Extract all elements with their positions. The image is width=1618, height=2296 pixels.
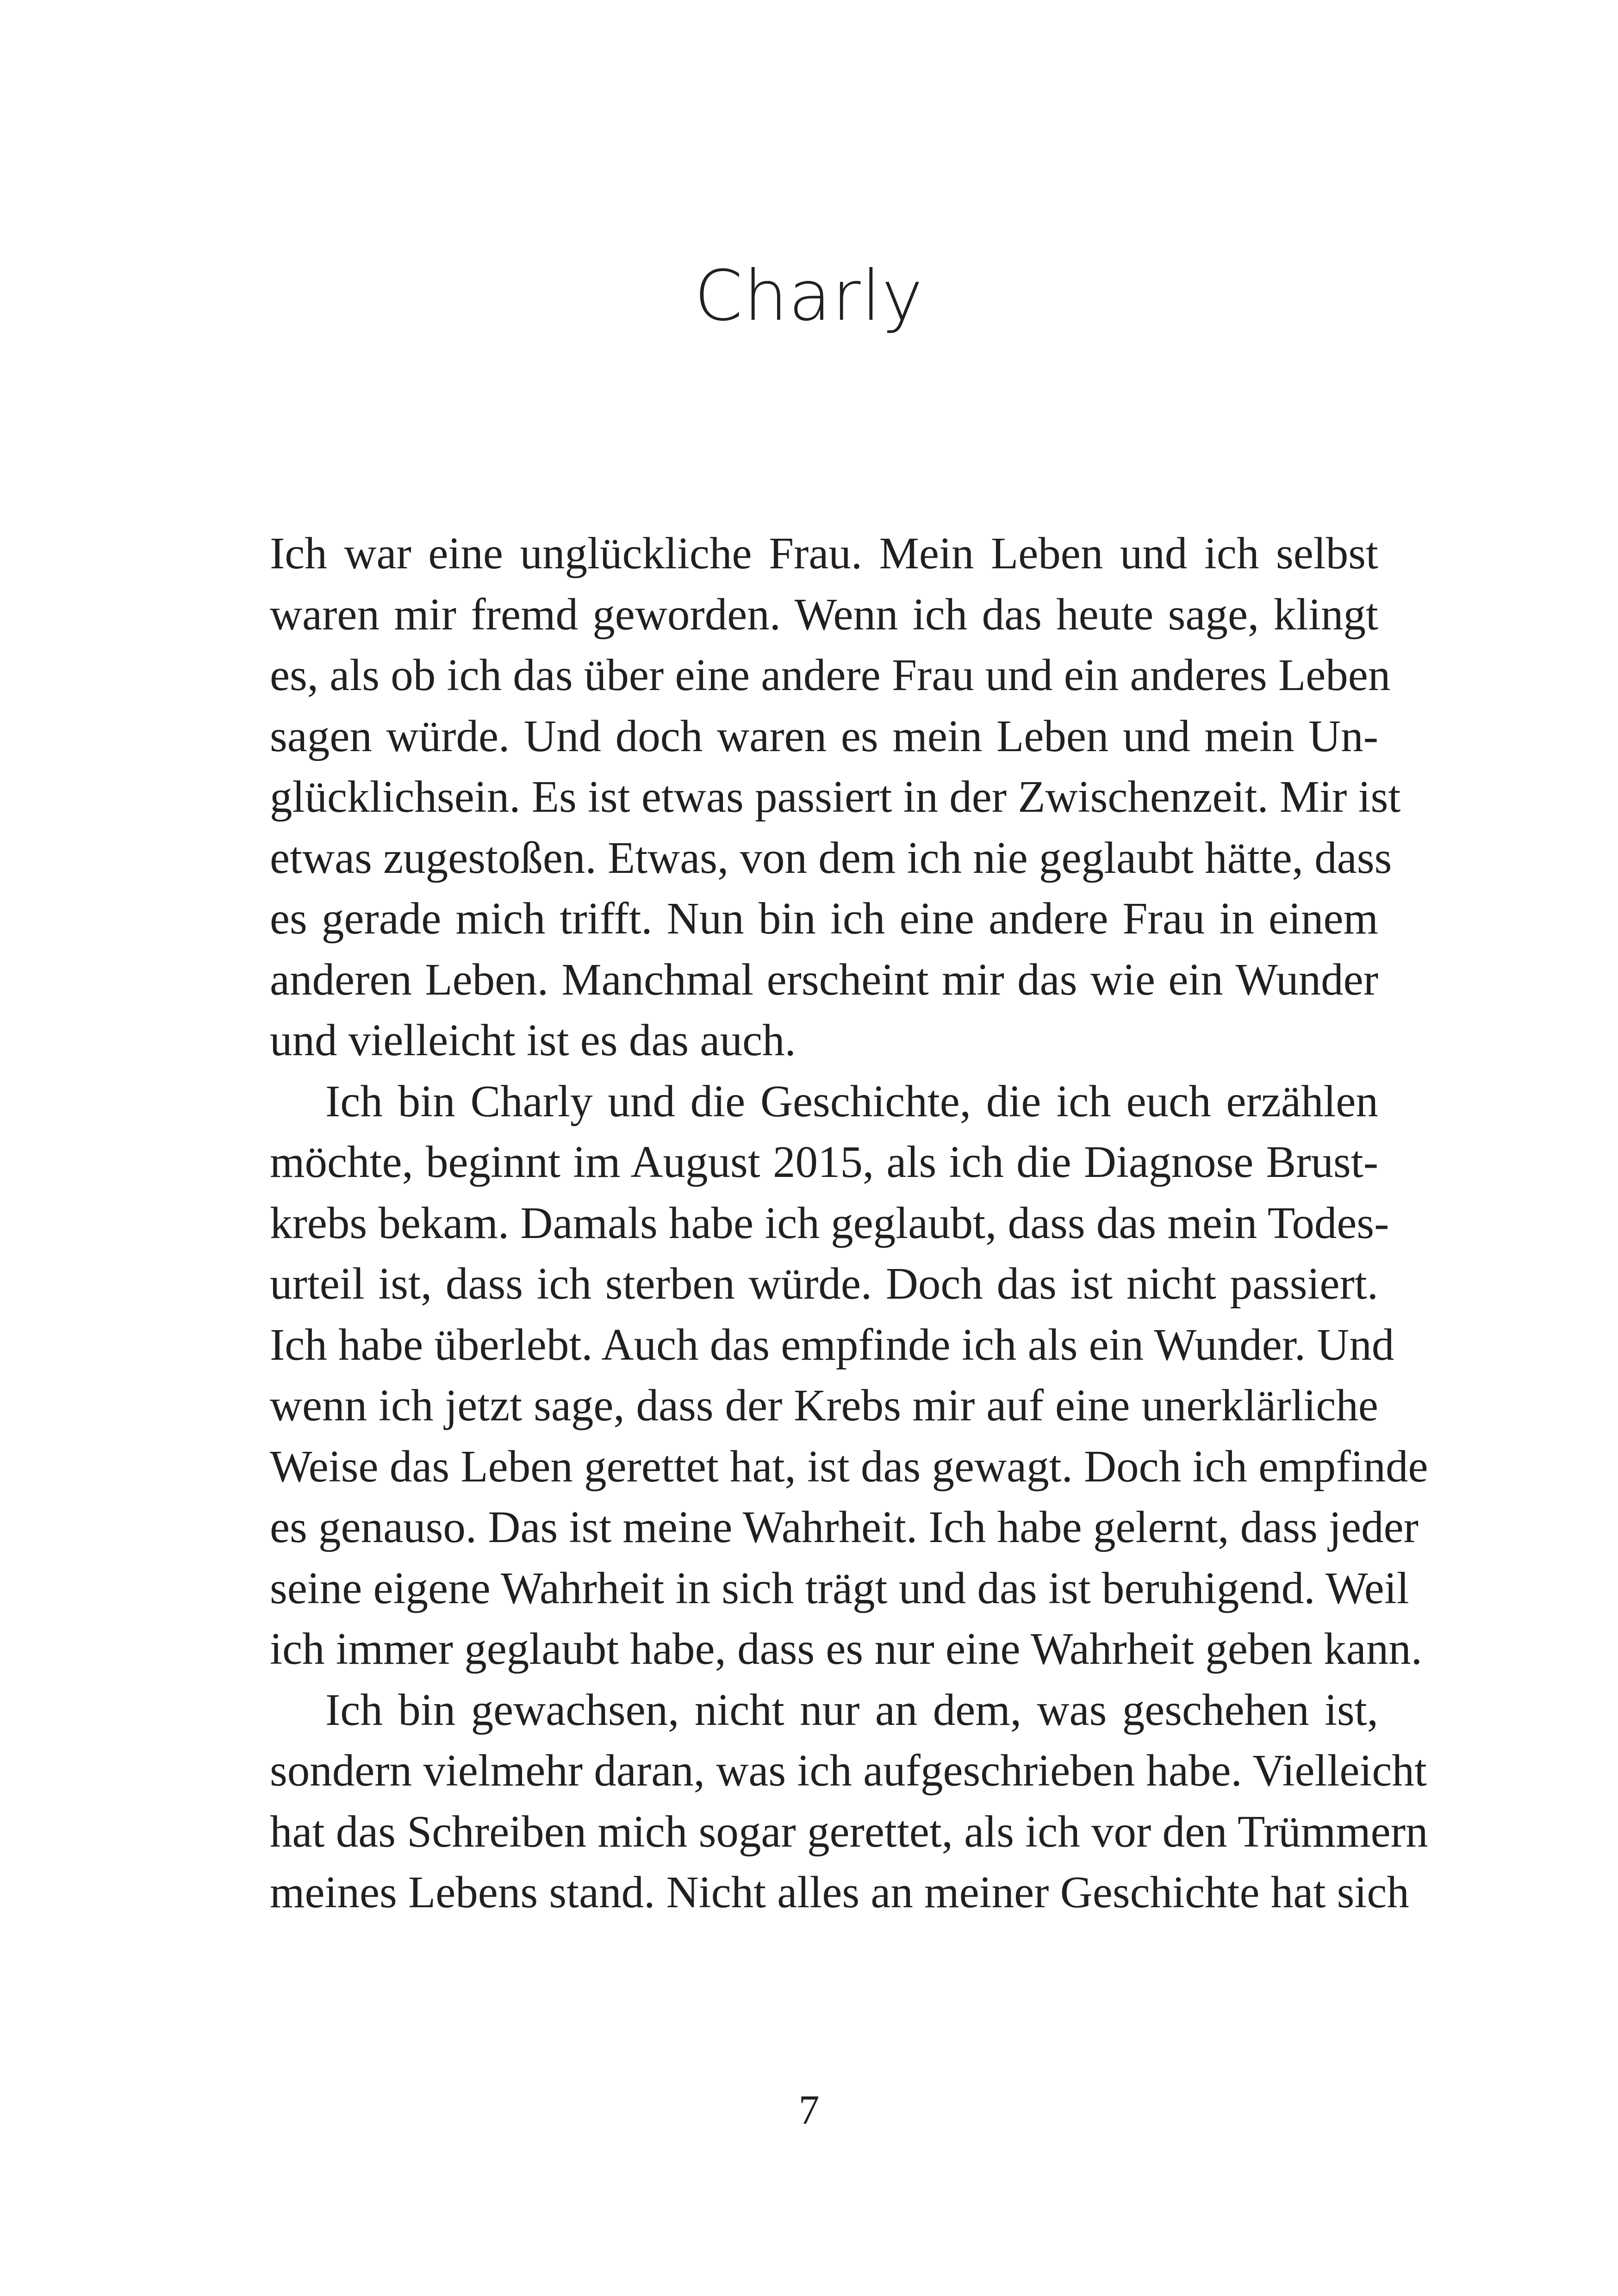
text-line: waren mir fremd geworden. Wenn ich das heute sage, klingt bbox=[270, 589, 1378, 639]
text-line: möchte, beginnt im August 2015, als ich die Diagnose Brust- bbox=[270, 1137, 1378, 1187]
text-line: sondern vielmehr daran, was ich aufgeschrieben habe. Vielleicht bbox=[270, 1746, 1427, 1795]
page-number: 7 bbox=[798, 2087, 820, 2133]
text-line: und vielleicht ist es das auch. bbox=[270, 1015, 796, 1065]
text-line: krebs bekam. Damals habe ich geglaubt, dass das mein Todes- bbox=[270, 1198, 1389, 1248]
text-line: sagen würde. Und doch waren es mein Leben und mein Un- bbox=[270, 711, 1378, 761]
text-line: es gerade mich trifft. Nun bin ich eine andere Frau in einem bbox=[270, 894, 1378, 943]
text-line: urteil ist, dass ich sterben würde. Doch das ist nicht passiert. bbox=[270, 1259, 1378, 1308]
text-line: meines Lebens stand. Nicht alles an meiner Geschichte hat sich bbox=[270, 1867, 1409, 1917]
paragraph bbox=[270, 523, 1401, 1071]
text-line: anderen Leben. Manchmal erscheint mir das wie ein Wunder bbox=[270, 954, 1378, 1004]
text-line: hat das Schreiben mich sogar gerettet, als ich vor den Trümmern bbox=[270, 1806, 1428, 1856]
text-line: Ich bin gewachsen, nicht nur an dem, was geschehen ist, bbox=[325, 1685, 1378, 1735]
text-line: Ich bin Charly und die Geschichte, die ich euch erzählen bbox=[325, 1076, 1378, 1126]
text-line: seine eigene Wahrheit in sich trägt und das ist beruhigend. Weil bbox=[270, 1563, 1409, 1613]
text-line: es, als ob ich das über eine andere Frau und ein anderes Leben bbox=[270, 650, 1391, 700]
text-line: ich immer geglaubt habe, dass es nur eine Wahrheit geben kann. bbox=[270, 1624, 1423, 1674]
paragraph bbox=[270, 1071, 1428, 1680]
text-line: glücklichsein. Es ist etwas passiert in der Zwischenzeit. Mir ist bbox=[270, 772, 1401, 821]
body-text bbox=[270, 523, 1428, 1923]
text-line: etwas zugestoßen. Etwas, von dem ich nie geglaubt hätte, dass bbox=[270, 833, 1392, 883]
text-line: Ich habe überlebt. Auch das empfinde ich als ein Wunder. Und bbox=[270, 1319, 1394, 1369]
chapter-title: Charly bbox=[694, 256, 924, 336]
text-line: es genauso. Das ist meine Wahrheit. Ich habe gelernt, dass jeder bbox=[270, 1502, 1419, 1552]
text-line: Weise das Leben gerettet hat, ist das gewagt. Doch ich empfinde bbox=[270, 1441, 1428, 1491]
text-line: wenn ich jetzt sage, dass der Krebs mir auf eine unerklärliche bbox=[270, 1381, 1378, 1430]
text-line: Ich war eine unglückliche Frau. Mein Leben und ich selbst bbox=[270, 529, 1378, 578]
paragraph bbox=[270, 1680, 1428, 1923]
